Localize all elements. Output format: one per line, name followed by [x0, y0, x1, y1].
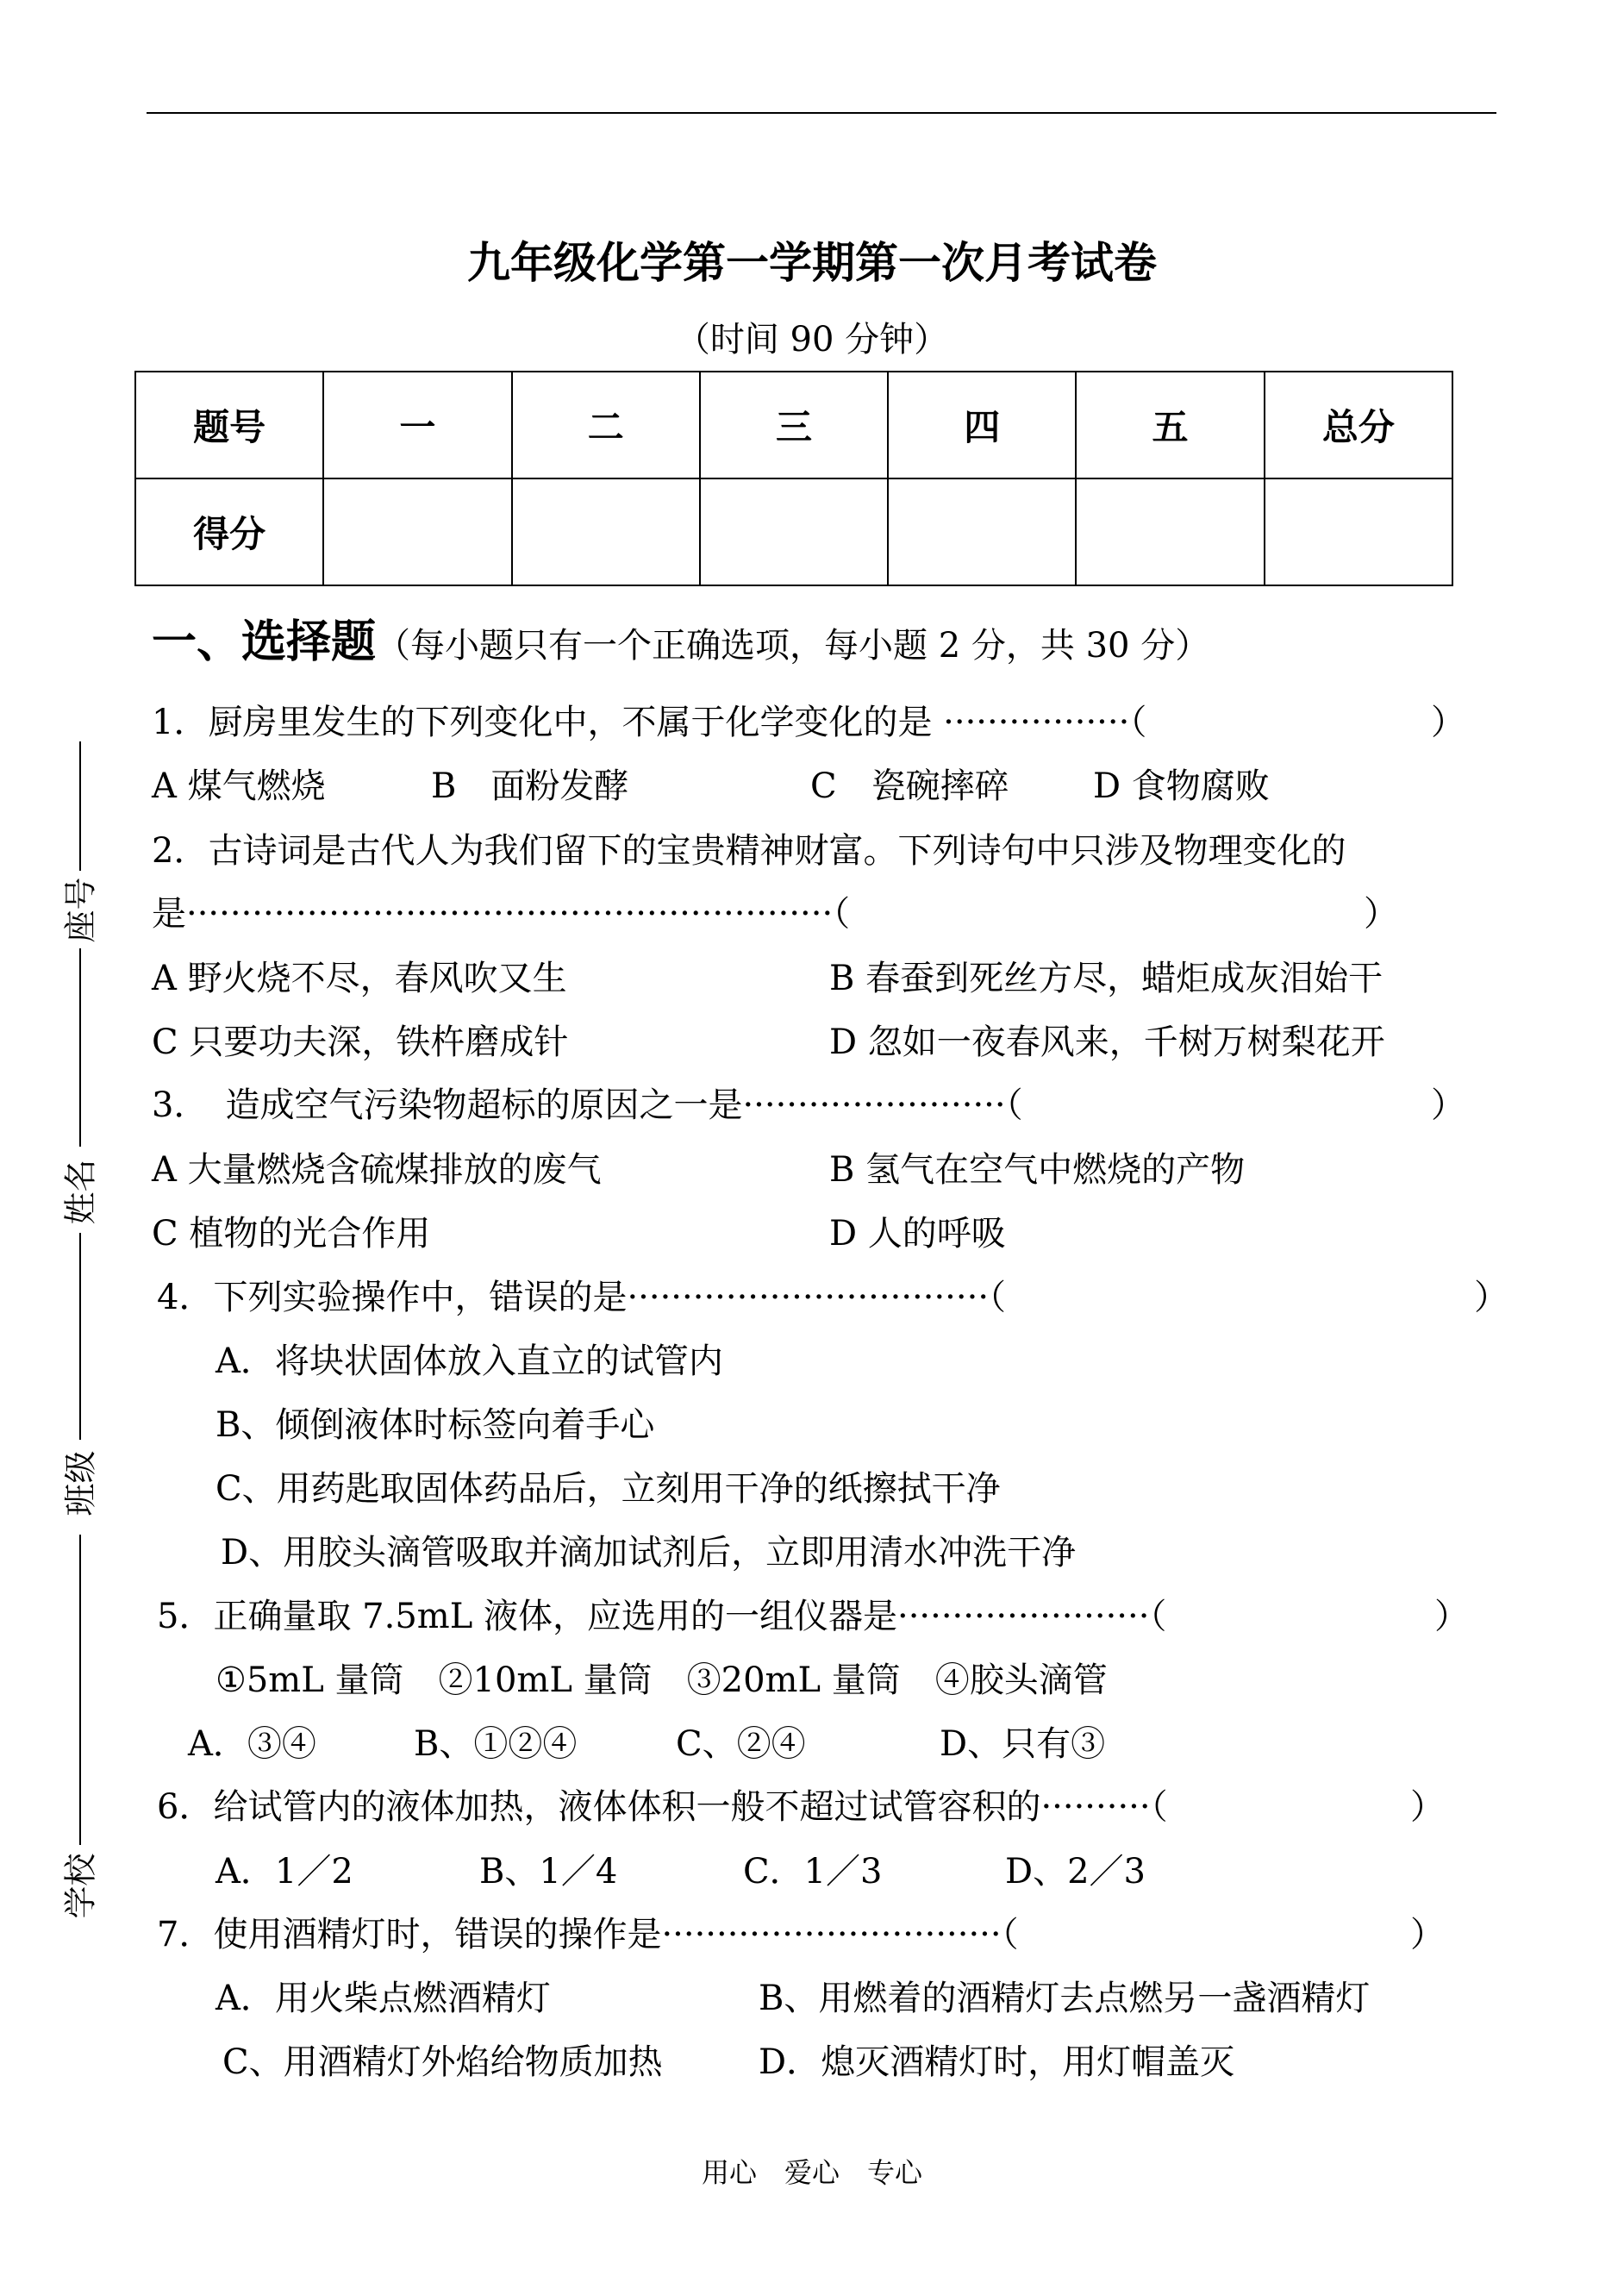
question-1-option-a: A 煤气燃烧 [152, 766, 326, 806]
class-label: 班级 [61, 1450, 100, 1516]
name-label: 姓名 [61, 1159, 100, 1225]
question-6-answer-paren[interactable]: ） [1410, 1787, 1445, 1827]
question-5-instrument-list: ①5mL 量筒 ②10mL 量筒 ③20mL 量筒 ④胶头滴管 [215, 1660, 1108, 1700]
question-4-option-c: C、用药匙取固体药品后，立刻用干净的纸擦拭干净 [215, 1469, 1001, 1509]
name-line[interactable] [79, 948, 81, 1147]
question-1-answer-paren[interactable]: ） [1431, 703, 1465, 742]
score-header-cell: 一 [323, 372, 511, 478]
question-2-option-d: D 忽如一夜春风来，千树万树梨花开 [829, 1022, 1385, 1062]
section-note: （每小题只有一个正确选项，每小题 2 分，共 30 分） [376, 626, 1210, 666]
question-2-stem-line1: 2．古诗词是古代人为我们留下的宝贵精神财富。下列诗句中只涉及物理变化的 [152, 831, 1346, 871]
score-header-cell: 三 [700, 372, 888, 478]
question-3-stem: 3． 造成空气污染物超标的原因之一是························（ [152, 1085, 1023, 1125]
question-3-option-d: D 人的呼吸 [829, 1214, 1006, 1254]
question-1-option-b: B 面粉发酵 [431, 766, 629, 806]
question-3-option-b: B 氢气在空气中燃烧的产物 [829, 1150, 1246, 1190]
question-2-answer-paren[interactable]: ） [1364, 894, 1398, 934]
seat-number-label: 座号 [61, 877, 100, 943]
score-cell[interactable] [1265, 478, 1452, 585]
score-header-cell: 五 [1076, 372, 1264, 478]
score-cell[interactable] [512, 478, 700, 585]
question-4-option-b: B、倾倒液体时标签向着手心 [215, 1405, 655, 1445]
class-line[interactable] [79, 1233, 81, 1440]
question-7-answer-paren[interactable]: ） [1410, 1915, 1445, 1954]
question-6-option-a: A．1／2 [215, 1852, 353, 1892]
question-7-option-b: B、用燃着的酒精灯去点燃另一盏酒精灯 [759, 1979, 1371, 2018]
question-5-stem: 5．正确量取 7.5mL 液体，应选用的一组仪器是·······················（ [157, 1597, 1167, 1636]
score-header-cell: 总分 [1265, 372, 1452, 478]
seat-number-line[interactable] [79, 741, 81, 871]
score-table-score-row [135, 478, 1452, 585]
section-heading [152, 605, 1209, 670]
score-cell[interactable] [1076, 478, 1264, 585]
question-5-option-b: B、①②④ [414, 1724, 578, 1764]
question-4-answer-paren[interactable]: ） [1474, 1278, 1508, 1317]
top-rule [147, 112, 1496, 114]
question-4-option-a: A．将块状固体放入直立的试管内 [215, 1341, 723, 1381]
question-2-option-b: B 春蚕到死丝方尽，蜡炬成灰泪始干 [829, 959, 1384, 998]
question-5-option-d: D、只有③ [940, 1724, 1106, 1764]
question-3-answer-paren[interactable]: ） [1431, 1085, 1465, 1125]
page-footer: 用心 爱心 专心 [701, 2156, 922, 2189]
question-5-option-a: A．③④ [188, 1724, 316, 1764]
question-3-option-c: C 植物的光合作用 [152, 1214, 431, 1254]
score-cell[interactable] [888, 478, 1076, 585]
question-6-option-c: C．1／3 [743, 1852, 883, 1892]
question-7-option-d: D．熄灭酒精灯时，用灯帽盖灭 [759, 2042, 1235, 2082]
score-table [134, 371, 1453, 586]
question-7-option-c: C、用酒精灯外焰给物质加热 [222, 2042, 663, 2082]
question-2-stem-line2: 是···························································（ [152, 894, 851, 934]
question-7-option-a: A．用火柴点燃酒精灯 [215, 1979, 551, 2018]
question-6-option-d: D、2／3 [1005, 1852, 1146, 1892]
question-4-stem: 4．下列实验操作中，错误的是·································（ [157, 1278, 1007, 1317]
score-row-label: 得分 [135, 478, 323, 585]
question-5-answer-paren[interactable]: ） [1434, 1597, 1469, 1636]
question-1-option-c: C 瓷碗摔碎 [810, 766, 1009, 806]
score-cell[interactable] [323, 478, 511, 585]
question-3-option-a: A 大量燃烧含硫煤排放的废气 [152, 1150, 602, 1190]
section-title: 一、选择题 [152, 616, 377, 668]
score-table-header-row [135, 372, 1452, 478]
score-header-cell: 二 [512, 372, 700, 478]
question-7-stem: 7．使用酒精灯时，错误的操作是·······························（ [157, 1915, 1019, 1954]
question-6-stem: 6．给试管内的液体加热，液体体积一般不超过试管容积的··········（ [157, 1787, 1168, 1827]
question-1-stem: 1．厨房里发生的下列变化中，不属于化学变化的是 ·················（ [152, 703, 1147, 742]
question-5-option-c: C、②④ [676, 1724, 806, 1764]
question-1-option-d: D 食物腐败 [1093, 766, 1270, 806]
school-line[interactable] [79, 1535, 81, 1845]
question-2-option-a: A 野火烧不尽，春风吹又生 [152, 959, 567, 998]
exam-duration: （时间 90 分钟） [675, 320, 949, 360]
school-label: 学校 [61, 1853, 100, 1919]
question-2-option-c: C 只要功夫深，铁杵磨成针 [152, 1022, 569, 1062]
score-header-cell: 题号 [135, 372, 323, 478]
question-4-option-d: D、用胶头滴管吸取并滴加试剂后，立即用清水冲洗干净 [221, 1533, 1077, 1573]
score-cell[interactable] [700, 478, 888, 585]
question-6-option-b: B、1／4 [479, 1852, 618, 1892]
score-header-cell: 四 [888, 372, 1076, 478]
page-title: 九年级化学第一学期第一次月考试卷 [467, 238, 1157, 288]
